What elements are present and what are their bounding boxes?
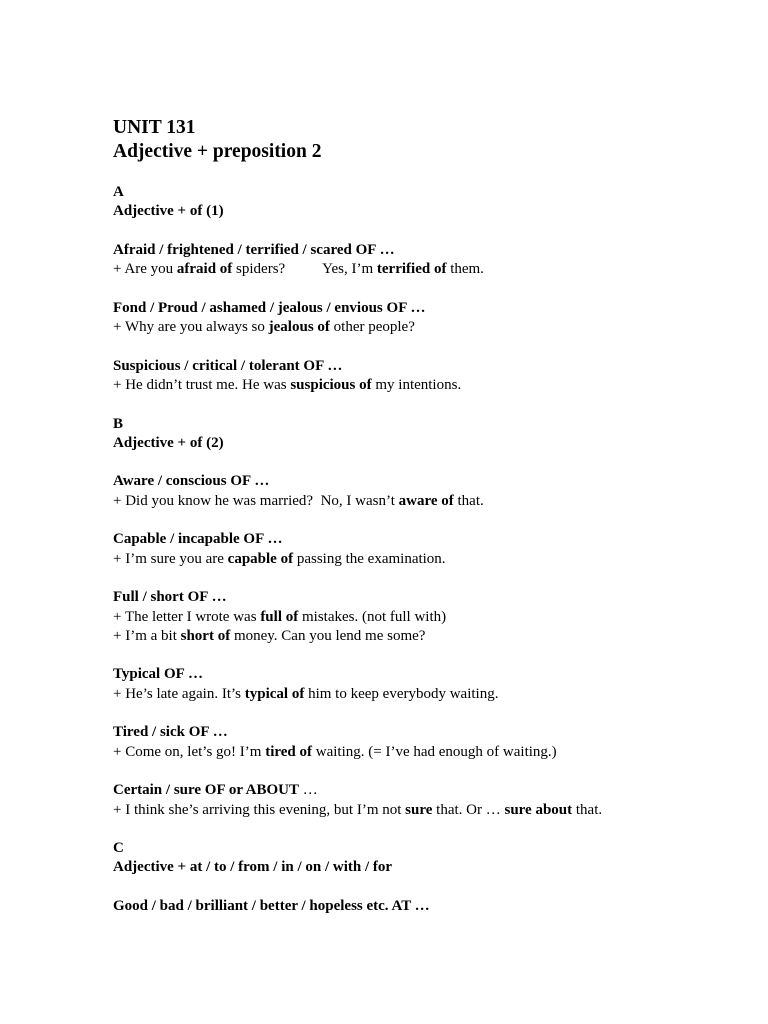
example-line: + He’s late again. It’s typical of him to keep everybody waiting.: [113, 685, 499, 702]
example-line: + He didn’t trust me. He was suspicious of my intentions.: [113, 376, 462, 393]
example-line: + Why are you always so jealous of other people?: [113, 319, 415, 336]
group-heading-good: Good / bad / brilliant / better / hopeless etc. AT …: [113, 897, 430, 914]
group-heading-afraid: Afraid / frightened / terrified / scared OF …: [113, 241, 395, 258]
section-heading-a: Adjective + of (1): [113, 203, 224, 220]
section-letter-b: B: [113, 415, 124, 432]
example-line: + Are you afraid of spiders? Yes, I’m terrified of them.: [113, 261, 484, 278]
section-heading-c: Adjective + at / to / from / in / on / with / for: [113, 859, 393, 876]
unit-number: UNIT 131: [113, 117, 196, 138]
example-line: + Come on, let’s go! I’m tired of waiting. (= I’ve had enough of waiting.): [113, 743, 557, 760]
group-heading-full: Full / short OF …: [113, 589, 227, 606]
group-heading-certain: Certain / sure OF or ABOUT …: [113, 782, 318, 799]
example-line: + I think she’s arriving this evening, but I’m not sure that. Or … sure about that.: [113, 801, 603, 818]
group-heading-capable: Capable / incapable OF …: [113, 531, 283, 548]
example-line: + I’m a bit short of money. Can you lend me some?: [113, 627, 426, 644]
page-title: Adjective + preposition 2: [113, 141, 322, 162]
group-heading-aware: Aware / conscious OF …: [113, 473, 270, 490]
group-heading-typical: Typical OF …: [113, 666, 203, 683]
document-page: [113, 116, 733, 916]
example-line: + The letter I wrote was full of mistakes. (not full with): [113, 608, 447, 625]
group-heading-fond: Fond / Proud / ashamed / jealous / envious OF …: [113, 299, 426, 316]
section-letter-a: A: [113, 184, 124, 200]
section-heading-b: Adjective + of (2): [113, 434, 224, 451]
example-line: + I’m sure you are capable of passing the examination.: [113, 550, 446, 567]
group-heading-tired: Tired / sick OF …: [113, 724, 228, 741]
section-letter-c: C: [113, 840, 124, 857]
group-heading-suspicious: Suspicious / critical / tolerant OF …: [113, 357, 343, 374]
example-line: + Did you know he was married? No, I wasn’t aware of that.: [113, 492, 484, 509]
